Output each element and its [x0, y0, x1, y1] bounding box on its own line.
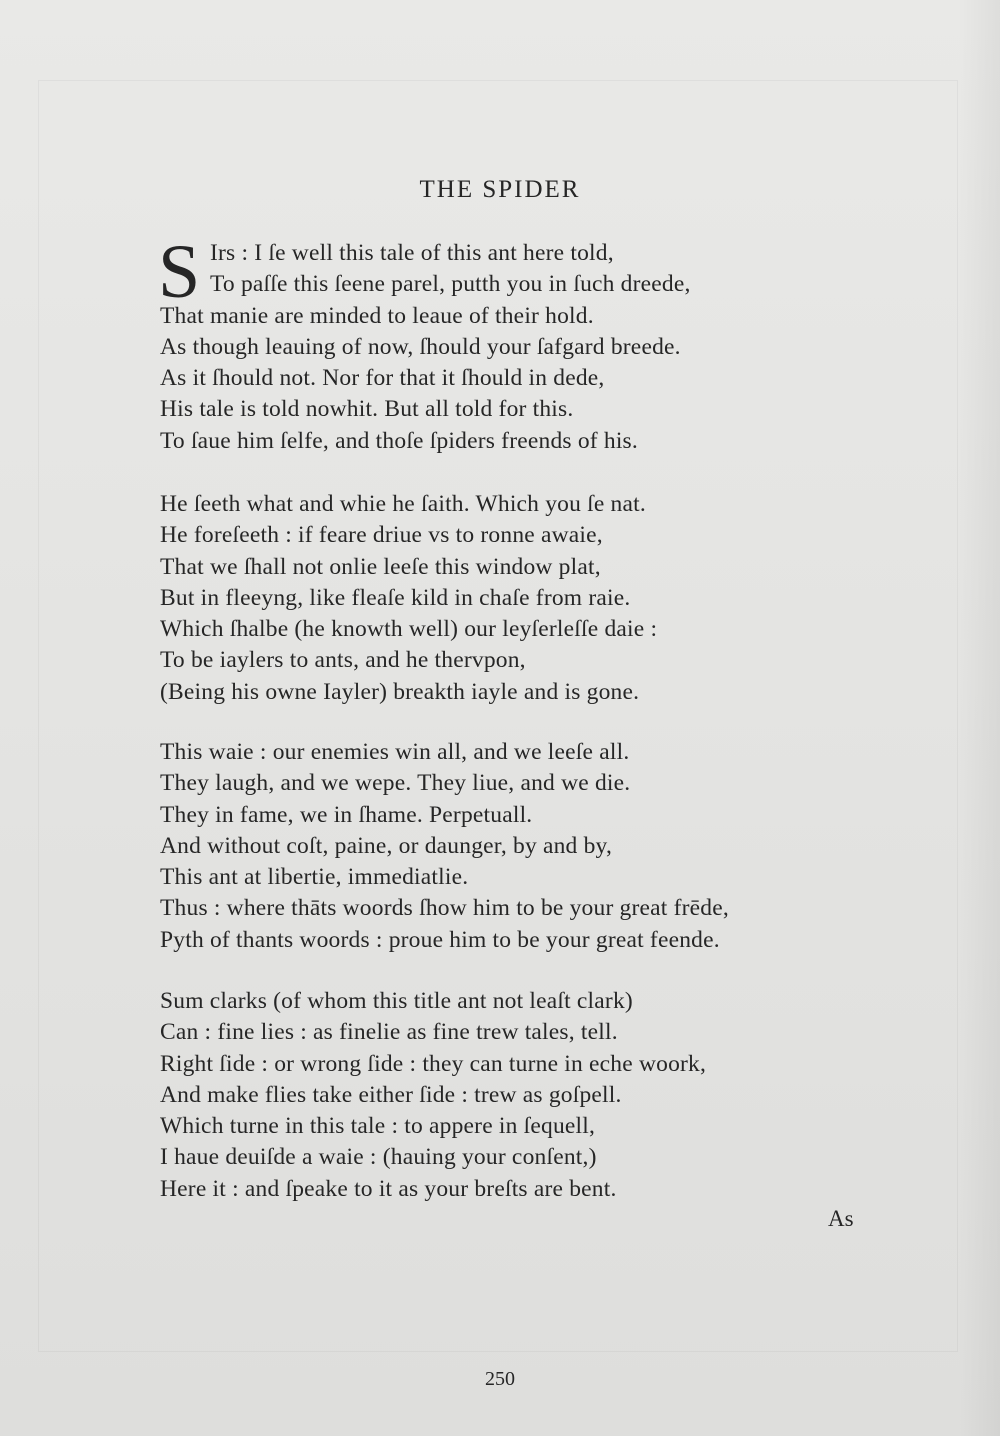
verse-line: As though leauing of now, ſhould your ſafgard breede.	[160, 333, 681, 360]
catchword: As	[828, 1206, 854, 1231]
verse-line: I haue deuiſde a waie : (hauing your conſent,)	[160, 1144, 597, 1171]
verse-line: Irs : I ſe well this tale of this ant here told,	[210, 240, 614, 266]
verse-line: As it ſhould not. Nor for that it ſhould in dede,	[160, 365, 605, 392]
verse-line: (Being his owne Iayler) breakth iayle and is gone.	[160, 678, 640, 705]
verse-line: Thus : where thāts woords ſhow him to be your great frēde,	[160, 895, 729, 922]
verse-line: This waie : our enemies win all, and we leeſe all.	[160, 739, 630, 765]
verse-line: They in fame, we in ſhame. Perpetuall.	[160, 801, 533, 828]
verse-line: To paſſe this ſeene parel, putth you in ſuch dreede,	[210, 271, 691, 298]
verse-line: He foreſeeth : if feare driue vs to ronne awaie,	[160, 522, 603, 549]
verse-line: This ant at libertie, immediatlie.	[160, 864, 469, 891]
page-number: 250	[485, 1368, 515, 1390]
verse-line: His tale is told nowhit. But all told for this.	[160, 396, 574, 423]
verse-line: Which turne in this tale : to appere in ſequell,	[160, 1113, 596, 1140]
verse-line: And without coſt, paine, or daunger, by and by,	[160, 832, 613, 859]
verse-line: That manie are minded to leaue of their hold.	[160, 302, 594, 329]
verse-line: But in fleeyng, like fleaſe kild in chaſe from raie.	[160, 584, 631, 611]
verse-line: Here it : and ſpeake to it as your breſts are bent.	[160, 1175, 617, 1202]
verse-line: They laugh, and we wepe. They liue, and we die.	[160, 770, 631, 797]
verse-line: He ſeeth what and whie he ſaith. Which you ſe nat.	[160, 491, 646, 517]
verse-line: Right ſide : or wrong ſide : they can turne in eche woork,	[160, 1050, 707, 1077]
stanza-3	[160, 737, 880, 956]
verse-line: Can : fine lies : as finelie as fine trew tales, tell.	[160, 1019, 618, 1046]
verse-line: Which ſhalbe (he knowth well) our leyſerleſſe daie :	[160, 616, 658, 643]
verse-line: That we ſhall not onlie leeſe this window plat,	[160, 553, 601, 580]
stanza-1	[158, 230, 880, 457]
drop-cap: S	[158, 230, 201, 314]
verse-line: Sum clarks (of whom this title ant not leaſt clark)	[160, 988, 633, 1014]
verse-line: To ſaue him ſelfe, and thoſe ſpiders freends of his.	[160, 427, 638, 454]
stanza-4	[160, 986, 880, 1205]
verse-line: To be iaylers to ants, and he thervpon,	[160, 647, 526, 674]
verse-line: Pyth of thants woords : proue him to be your great feende.	[160, 926, 720, 953]
page-title: THE SPIDER	[419, 176, 581, 203]
page-edge-shadow	[958, 0, 1000, 1436]
stanza-2	[160, 489, 880, 708]
verse-line: And make flies take either ſide : trew as goſpell.	[160, 1081, 622, 1108]
